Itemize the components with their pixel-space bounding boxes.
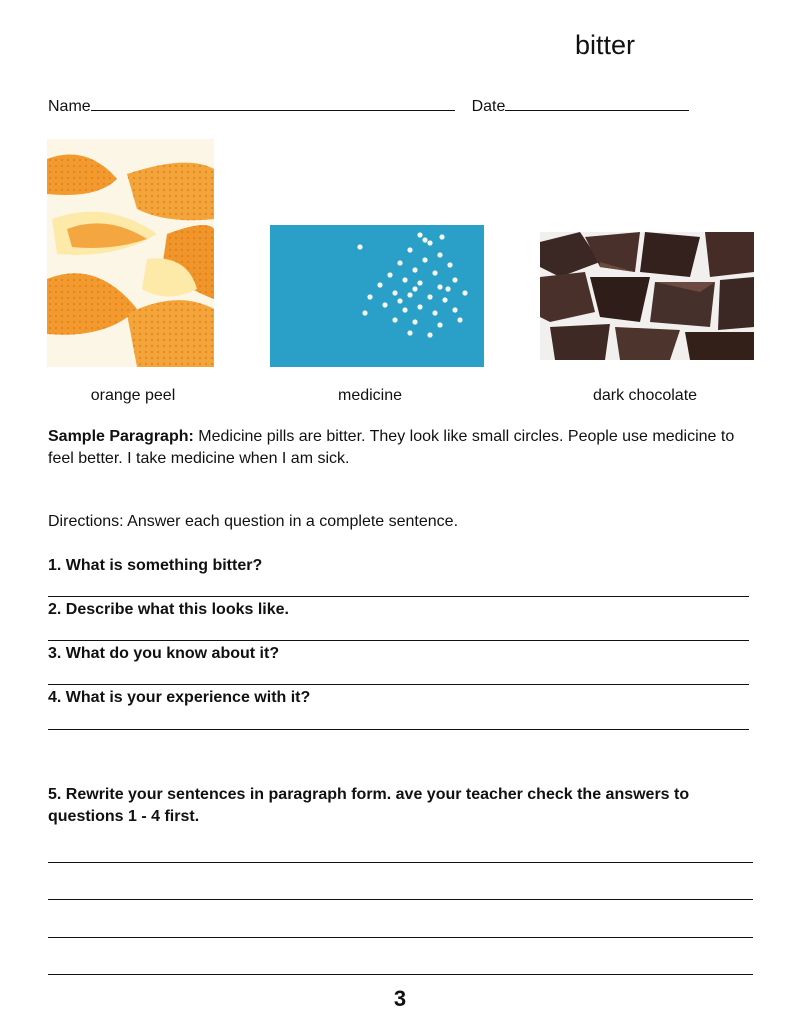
question-4: 4. What is your experience with it?	[48, 689, 311, 706]
sample-paragraph-label: Sample Paragraph:	[48, 428, 194, 445]
answer-line-1[interactable]	[48, 596, 749, 597]
sample-paragraph-text: Medicine pills are bitter. They look like small circles. People use medicine to feel better. I take medicine when I am sick.	[48, 428, 735, 467]
paragraph-line-1[interactable]	[48, 862, 753, 863]
answer-line-3[interactable]	[48, 684, 749, 685]
paragraph-line-4[interactable]	[48, 974, 753, 975]
paragraph-line-2[interactable]	[48, 899, 753, 900]
date-blank[interactable]	[505, 96, 689, 111]
question-1: 1. What is something bitter?	[48, 557, 263, 574]
directions: Directions: Answer each question in a complete sentence.	[48, 513, 459, 530]
dark-chocolate-caption: dark chocolate	[592, 387, 698, 404]
orange-peel-caption: orange peel	[90, 387, 176, 404]
sample-paragraph	[48, 426, 760, 470]
answer-line-2[interactable]	[48, 640, 749, 641]
medicine-caption: medicine	[337, 387, 403, 404]
medicine-image	[270, 225, 484, 367]
name-date-row	[48, 96, 689, 116]
page-number: 3	[393, 986, 407, 1011]
orange-peel-image	[47, 139, 214, 367]
dark-chocolate-image	[540, 232, 754, 360]
name-blank[interactable]	[91, 96, 455, 111]
date-label: Date	[471, 98, 506, 115]
paragraph-line-3[interactable]	[48, 937, 753, 938]
name-label: Name	[48, 98, 91, 115]
question-5: 5. Rewrite your sentences in paragraph form. ave your teacher check the answers to questions 1 - 4 first.	[48, 786, 690, 825]
worksheet-title: bitter	[574, 30, 636, 60]
question-2: 2. Describe what this looks like.	[48, 601, 289, 618]
question-3: 3. What do you know about it?	[48, 645, 280, 662]
answer-line-4[interactable]	[48, 729, 749, 730]
